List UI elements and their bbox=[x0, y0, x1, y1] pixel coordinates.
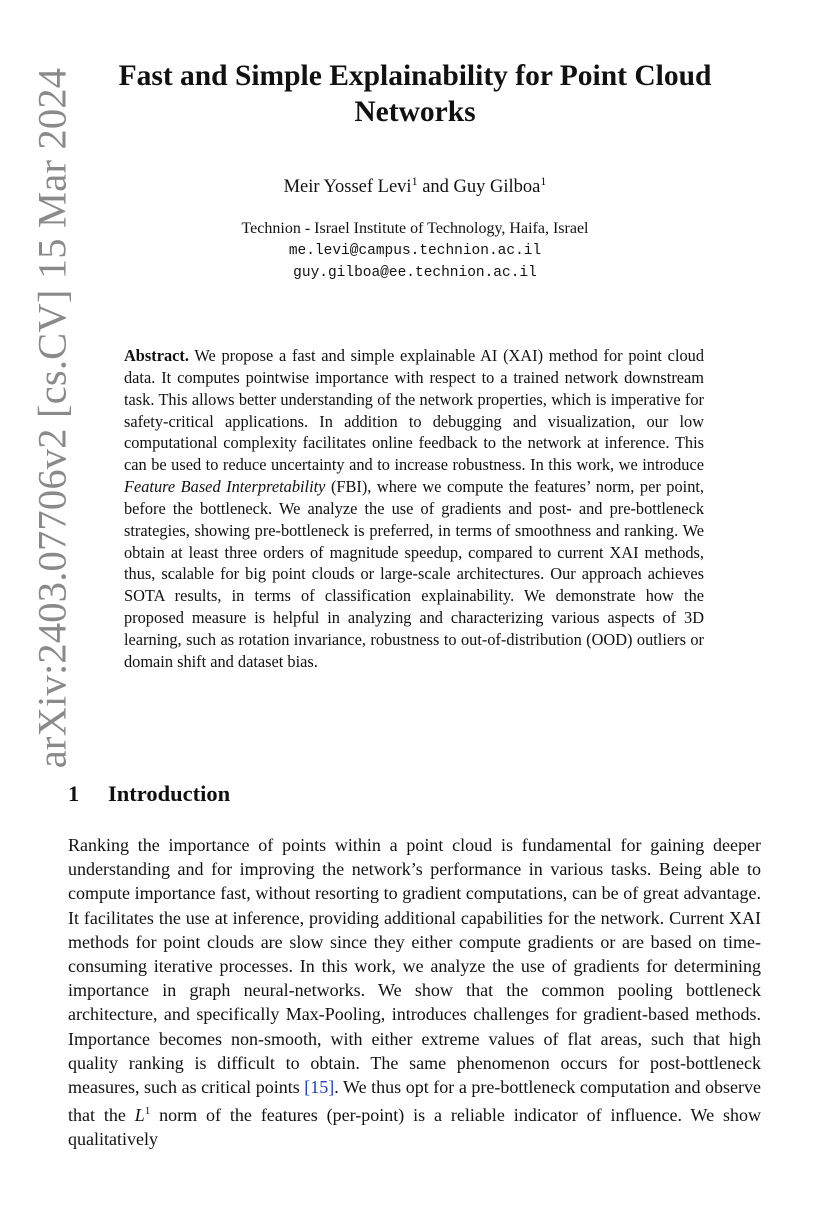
abstract-text: We propose a fast and simple explainable AI (XAI) method for point cloud data. It computes pointwise importance with respect to a trained network downstream task. This allows better understanding of the network properties, which is imperative for safety-critical applications. In addition to debugging and visualization, our low computational complexity facilitates online feedback to the network at inference. This can be used to reduce uncertainty and to increase robustness. In this work, we introduce bbox=[124, 346, 704, 475]
institution: Technion - Israel Institute of Technology, Haifa, Israel bbox=[241, 220, 589, 237]
math-symbol: L bbox=[134, 1105, 145, 1126]
paragraph-text: Ranking the importance of points within a point cloud is fundamental for gaining deeper understanding and for improving the network’s performance in various tasks. Being able to compute importance fast, without resorting to gradient computations, can be of great advantage. It facilitates the use at inference, providing additional capabilities for the network. Current XAI methods for point clouds are slow since they either compute gradients or are based on time-consuming iterative processes. In this work, we analyze the use of gradients for determining importance in graph neural-networks. We show that the common pooling bottleneck architecture, and specifically Max-Pooling, introduces challenges for gradient-based methods. Importance becomes non-smooth, with either extreme values of flat areas, such that high quality ranking is difficult to obtain. The same phenomenon occurs for post-bottleneck measures, such as critical points bbox=[68, 835, 761, 1098]
section-number: 1 bbox=[68, 781, 80, 806]
citation-link[interactable]: [15] bbox=[304, 1077, 335, 1098]
section-title: Introduction bbox=[108, 781, 231, 806]
section-heading bbox=[68, 781, 568, 807]
author-name: Guy Gilboa bbox=[453, 177, 541, 197]
abstract-label: Abstract. bbox=[124, 346, 189, 365]
abstract bbox=[124, 345, 704, 673]
affiliation-mark: 1 bbox=[540, 174, 547, 188]
email-address: guy.gilboa@ee.technion.ac.il bbox=[293, 265, 537, 281]
paper-title: Fast and Simple Explainability for Point Cloud Networks bbox=[118, 60, 712, 128]
affiliation-mark: 1 bbox=[411, 174, 418, 188]
math-superscript: 1 bbox=[144, 1105, 151, 1118]
paragraph-text: norm of the features (per-point) is a reliable indicator of influence. We show qualitatively bbox=[68, 1105, 761, 1150]
math-l1-norm bbox=[135, 1105, 151, 1125]
arxiv-identifier: arXiv:2403.07706v2 [cs.CV] 15 Mar 2024 bbox=[29, 67, 75, 769]
abstract-emphasis: Feature Based Interpretability bbox=[124, 477, 326, 497]
affiliation-block bbox=[115, 218, 715, 284]
author-conjunction: and bbox=[417, 177, 454, 197]
author-name: Meir Yossef Levi bbox=[283, 177, 412, 197]
email-address: me.levi@campus.technion.ac.il bbox=[288, 243, 542, 259]
introduction-paragraph bbox=[68, 833, 761, 1152]
abstract-text: (FBI), where we compute the features’ norm, per point, before the bottleneck. We analyze the use of gradients and post- and pre-bottleneck strategies, showing pre-bottleneck is preferred, in terms of smoothness and ranking. We obtain at least three orders of magnitude speedup, compared to current XAI methods, thus, scalable for big point clouds or large-scale architectures. Our approach achieves SOTA results, in terms of classification explainability. We demonstrate how the proposed measure is helpful in analyzing and characterizing various aspects of 3D learning, such as rotation invariance, robustness to out-of-distribution (OOD) outliers or domain shift and dataset bias. bbox=[124, 477, 704, 671]
paragraph-text: . We thus opt for a pre-bottleneck computation and observe that the bbox=[68, 1077, 761, 1126]
author-line bbox=[115, 174, 715, 198]
